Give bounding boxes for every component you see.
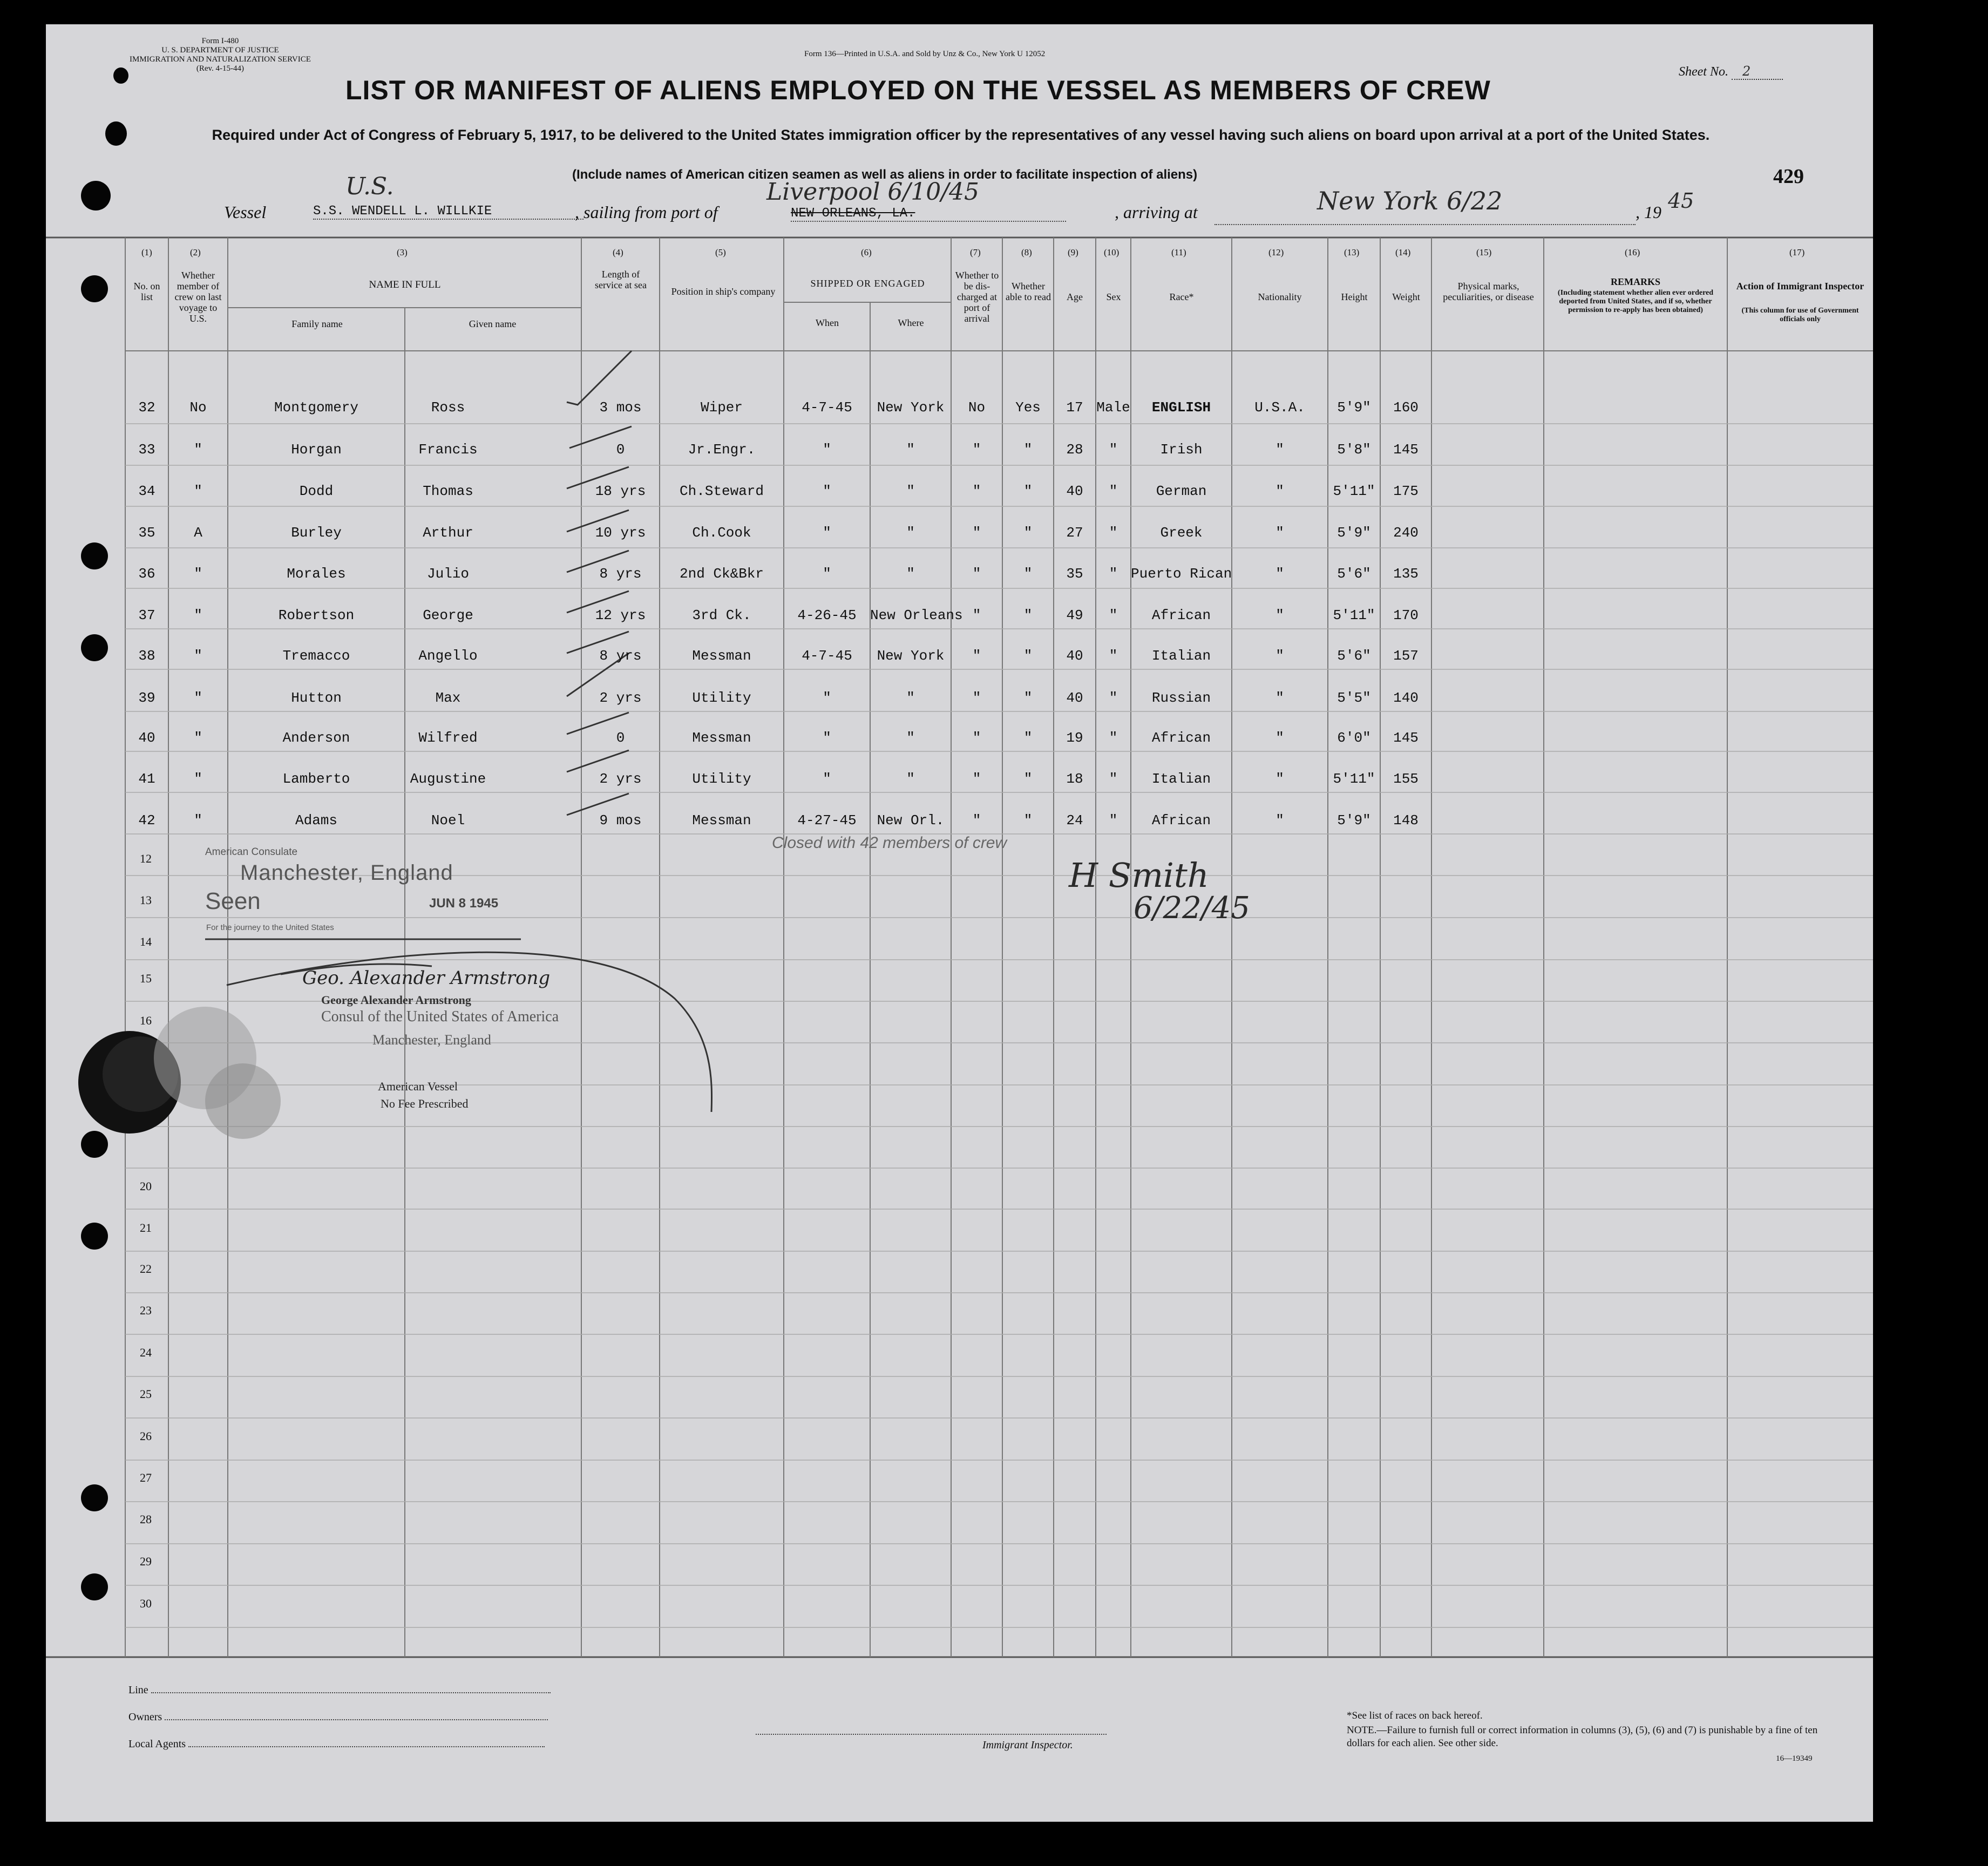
- cell-crew: ": [194, 730, 202, 746]
- cell-when: 4-7-45: [802, 648, 852, 664]
- cell-discharged: ": [972, 525, 981, 541]
- cell-where: New Orleans: [870, 607, 963, 623]
- cell-read: ": [1023, 730, 1033, 746]
- requirement-text: Required under Act of Congress of February 5, 1917, to be delivered to the United States immigration officer by the representatives of any vessel having such aliens on board upon arrival at a port of the United States.: [212, 127, 1710, 143]
- cell-race: Russian: [1151, 690, 1211, 706]
- cell-crew: ": [194, 812, 202, 829]
- cell-where: ": [906, 566, 915, 582]
- cell-weight: 175: [1393, 483, 1419, 499]
- form-id-line: (Rev. 4-15-44): [196, 64, 245, 73]
- header-remarks-sub: (Including statement whether alien ever ordered deported from United States, and if so, whether permission to re-apply has been obtained): [1557, 289, 1714, 314]
- sailing-label: , sailing from port of: [575, 202, 718, 222]
- cell-where: ": [906, 730, 915, 746]
- cell-age: 40: [1066, 483, 1083, 499]
- cell-discharged: ": [972, 690, 981, 706]
- inspector-signature-date: 6/22/45: [1134, 891, 1250, 926]
- cell-position: Ch.Steward: [679, 483, 764, 499]
- cell-position: Ch.Cook: [692, 525, 751, 541]
- cell-where: ": [906, 525, 915, 541]
- cell-height: 5'6": [1337, 648, 1371, 664]
- cell-height: 6'0": [1337, 730, 1371, 746]
- cell-weight: 145: [1393, 730, 1419, 746]
- vessel-name: S.S. WENDELL L. WILLKIE: [313, 204, 583, 220]
- cell-family: Lamberto: [282, 771, 350, 787]
- cell-length: 0: [616, 730, 625, 746]
- cell-crew: ": [194, 442, 202, 458]
- column-number: (1): [141, 247, 152, 257]
- cell-read: ": [1023, 566, 1033, 582]
- column-number: (7): [970, 247, 981, 257]
- cell-age: 18: [1066, 771, 1083, 787]
- cell-weight: 140: [1393, 690, 1419, 706]
- header-nationality: Nationality: [1258, 291, 1302, 302]
- cell-read: ": [1023, 648, 1033, 664]
- consulate-journey: For the journey to the United States: [206, 923, 334, 932]
- cell-race: ENGLISH: [1151, 399, 1211, 416]
- cell-discharged: ": [972, 442, 981, 458]
- cell-nationality: ": [1275, 690, 1284, 706]
- cell-age: 27: [1066, 525, 1083, 541]
- cell-sex: Male: [1096, 399, 1130, 416]
- cell-crew: ": [194, 483, 202, 499]
- cell-given: George: [423, 607, 473, 623]
- cell-crew: ": [194, 690, 202, 706]
- cell-when: 4-27-45: [797, 812, 857, 829]
- header-position: Position in ship's company: [671, 286, 776, 297]
- cell-position: Messman: [692, 812, 751, 829]
- cell-position: Messman: [692, 730, 751, 746]
- cell-crew: No: [189, 399, 207, 416]
- cell-height: 5'6": [1337, 566, 1371, 582]
- line-number: 13: [140, 893, 152, 907]
- cell-no: 33: [138, 442, 155, 458]
- cell-discharged: No: [968, 399, 986, 416]
- cell-position: Wiper: [700, 399, 743, 416]
- cell-read: ": [1023, 690, 1033, 706]
- cell-when: ": [823, 690, 831, 706]
- cell-sex: ": [1109, 442, 1118, 458]
- cell-given: Julio: [426, 566, 469, 582]
- consulate-stamp-line1: American Consulate: [205, 846, 298, 858]
- cell-race: German: [1156, 483, 1207, 499]
- cell-family: Morales: [287, 566, 346, 582]
- cell-when: ": [823, 730, 831, 746]
- cell-sex: ": [1109, 607, 1118, 623]
- cell-no: 39: [138, 690, 155, 706]
- cell-no: 32: [138, 399, 155, 416]
- column-number: (12): [1268, 247, 1284, 257]
- column-number: (16): [1625, 247, 1640, 257]
- line-number: 25: [140, 1387, 152, 1401]
- sheet-no-value: 2: [1732, 64, 1783, 80]
- cell-sex: ": [1109, 525, 1118, 541]
- cell-where: ": [906, 442, 915, 458]
- include-note: (Include names of American citizen seamen as well as aliens in order to facilitate inspection of aliens): [572, 167, 1198, 182]
- year-handwritten: 45: [1668, 189, 1694, 213]
- consul-title: Consul of the United States of America: [321, 1008, 559, 1025]
- form-id-line: IMMIGRATION AND NATURALIZATION SERVICE: [130, 55, 311, 64]
- inspector-signature-line: [756, 1734, 1107, 1735]
- header-no-on-list: No. on list: [133, 281, 160, 302]
- cell-read: ": [1023, 483, 1033, 499]
- cell-nationality: ": [1275, 566, 1284, 582]
- cell-given: Arthur: [423, 525, 473, 541]
- cell-when: ": [823, 442, 831, 458]
- column-number: (2): [190, 247, 201, 257]
- column-number: (5): [715, 247, 726, 257]
- cell-where: New York: [877, 399, 945, 416]
- consul-place: Manchester, England: [372, 1032, 491, 1048]
- cell-length: 9 mos: [599, 812, 642, 829]
- cell-age: 40: [1066, 648, 1083, 664]
- cell-no: 40: [138, 730, 155, 746]
- header-remarks: REMARKS: [1610, 276, 1660, 287]
- cell-nationality: ": [1275, 771, 1284, 787]
- cell-where: ": [906, 690, 915, 706]
- cell-discharged: ": [972, 812, 981, 829]
- cell-age: 40: [1066, 690, 1083, 706]
- cell-height: 5'11": [1333, 483, 1375, 499]
- cell-crew: ": [194, 566, 202, 582]
- cell-length: 12 yrs: [595, 607, 646, 623]
- printer-note: Form 136—Printed in U.S.A. and Sold by Unz & Co., New York U 12052: [804, 50, 1046, 58]
- port-handwritten: Liverpool 6/10/45: [766, 178, 980, 206]
- cell-weight: 160: [1393, 399, 1419, 416]
- cell-age: 28: [1066, 442, 1083, 458]
- column-number: (9): [1068, 247, 1078, 257]
- cell-length: 2 yrs: [599, 771, 642, 787]
- cell-position: 3rd Ck.: [692, 607, 751, 623]
- cell-height: 5'9": [1337, 812, 1371, 829]
- cell-length: 2 yrs: [599, 690, 642, 706]
- cell-length: 18 yrs: [595, 483, 646, 499]
- line-number: 22: [140, 1262, 152, 1275]
- cell-sex: ": [1109, 648, 1118, 664]
- header-discharged: Whether to be dis-charged at port of arrival: [955, 270, 999, 324]
- footer-inspector-label: Immigrant Inspector.: [982, 1739, 1073, 1751]
- cell-nationality: ": [1275, 607, 1284, 623]
- cell-length: 8 yrs: [599, 566, 642, 582]
- header-height: Height: [1341, 291, 1368, 302]
- column-number: (6): [861, 247, 872, 257]
- vessel-note-line1: American Vessel: [378, 1080, 458, 1093]
- cell-weight: 148: [1393, 812, 1419, 829]
- cell-sex: ": [1109, 690, 1118, 706]
- cell-height: 5'8": [1337, 442, 1371, 458]
- closing-note-stamp: Closed with 42 members of crew: [772, 834, 1007, 852]
- cell-age: 17: [1066, 399, 1083, 416]
- cell-given: Noel: [431, 812, 465, 829]
- column-number: (13): [1344, 247, 1360, 257]
- cell-family: Burley: [291, 525, 342, 541]
- cell-read: ": [1023, 442, 1033, 458]
- column-number: (14): [1395, 247, 1411, 257]
- cell-when: ": [823, 525, 831, 541]
- cell-discharged: ": [972, 730, 981, 746]
- cell-discharged: ": [972, 607, 981, 623]
- cell-weight: 135: [1393, 566, 1419, 582]
- cell-read: ": [1023, 812, 1033, 829]
- cell-weight: 170: [1393, 607, 1419, 623]
- line-number: 27: [140, 1471, 152, 1484]
- cell-weight: 145: [1393, 442, 1419, 458]
- cell-crew: ": [194, 771, 202, 787]
- cell-no: 41: [138, 771, 155, 787]
- header-name-in-full: NAME IN FULL: [369, 279, 441, 290]
- cell-read: ": [1023, 525, 1033, 541]
- cell-when: ": [823, 483, 831, 499]
- arriving-handwritten: New York 6/22: [1317, 186, 1503, 215]
- footer-owners-blank: [165, 1719, 548, 1720]
- header-age: Age: [1067, 291, 1083, 302]
- header-able-read: Whether able to read: [1006, 281, 1051, 302]
- cell-weight: 155: [1393, 771, 1419, 787]
- cell-when: ": [823, 771, 831, 787]
- cell-length: 8 yrs: [599, 648, 642, 664]
- cell-height: 5'11": [1333, 607, 1375, 623]
- port-typed: NEW ORLEANS, LA.: [791, 206, 1066, 222]
- cell-crew: ": [194, 607, 202, 623]
- cell-nationality: ": [1275, 648, 1284, 664]
- vessel-note-line2: No Fee Prescribed: [381, 1097, 469, 1110]
- cell-discharged: ": [972, 771, 981, 787]
- column-number: (8): [1021, 247, 1032, 257]
- cell-sex: ": [1109, 771, 1118, 787]
- header-family-name: Family name: [291, 318, 343, 329]
- cell-crew: ": [194, 648, 202, 664]
- cell-race: Irish: [1160, 442, 1203, 458]
- footer-form-code: 16—19349: [1776, 1754, 1813, 1763]
- cell-where: New York: [877, 648, 945, 664]
- cell-discharged: ": [972, 648, 981, 664]
- cell-position: 2nd Ck&Bkr: [679, 566, 764, 582]
- footer-agents-blank: [188, 1746, 545, 1747]
- cell-family: Dodd: [299, 483, 334, 499]
- cell-age: 35: [1066, 566, 1083, 582]
- cell-nationality: ": [1275, 730, 1284, 746]
- inspector-signature: H Smith: [1069, 856, 1209, 895]
- column-number: (3): [397, 247, 408, 257]
- cell-sex: ": [1109, 812, 1118, 829]
- footer-owners-field: [128, 1711, 548, 1723]
- vessel-handwritten: U.S.: [345, 173, 394, 200]
- vessel-label: Vessel: [224, 202, 267, 222]
- cell-family: Anderson: [282, 730, 350, 746]
- cell-no: 42: [138, 812, 155, 829]
- cell-height: 5'9": [1337, 525, 1371, 541]
- form-id-line: Form I-480: [201, 37, 239, 45]
- consul-handwritten-signature: Geo. Alexander Armstrong: [302, 967, 551, 989]
- cell-nationality: U.S.A.: [1254, 399, 1305, 416]
- column-number: (10): [1104, 247, 1119, 257]
- cell-no: 38: [138, 648, 155, 664]
- cell-sex: ": [1109, 730, 1118, 746]
- cell-family: Montgomery: [274, 399, 359, 416]
- cell-no: 34: [138, 483, 155, 499]
- cell-where: ": [906, 771, 915, 787]
- header-whether-member: Whether member of crew on last voyage to U.S.: [174, 270, 222, 324]
- cell-given: Francis: [418, 442, 478, 458]
- consulate-stamp-line2: Manchester, England: [240, 861, 453, 885]
- cell-no: 35: [138, 525, 155, 541]
- cell-race: Greek: [1160, 525, 1203, 541]
- header-physical-marks: Physical marks, peculiarities, or disease: [1443, 281, 1534, 302]
- footer-line-field: [128, 1684, 551, 1697]
- page-title: LIST OR MANIFEST OF ALIENS EMPLOYED ON THE VESSEL AS MEMBERS OF CREW: [345, 75, 1491, 105]
- cell-race: African: [1151, 730, 1211, 746]
- cell-discharged: ": [972, 483, 981, 499]
- cell-given: Thomas: [423, 483, 473, 499]
- cell-age: 19: [1066, 730, 1083, 746]
- line-number: 24: [140, 1346, 152, 1359]
- cell-read: ": [1023, 607, 1033, 623]
- consulate-date: JUN 8 1945: [429, 896, 499, 911]
- line-number: 14: [140, 935, 152, 948]
- year-label: , 19: [1636, 202, 1661, 222]
- cell-nationality: ": [1275, 483, 1284, 499]
- arriving-label: , arriving at: [1115, 202, 1198, 222]
- cell-height: 5'5": [1337, 690, 1371, 706]
- cell-given: Wilfred: [418, 730, 478, 746]
- cell-given: Max: [435, 690, 461, 706]
- cell-length: 10 yrs: [595, 525, 646, 541]
- cell-position: Jr.Engr.: [688, 442, 756, 458]
- cell-nationality: ": [1275, 525, 1284, 541]
- footer-fine-note: NOTE.—Failure to furnish full or correct information in columns (3), (5), (6) and (7) is punishable by a fine of ten dollars for each alien. See other side.: [1347, 1725, 1818, 1749]
- cell-when: ": [823, 566, 831, 582]
- cell-nationality: ": [1275, 442, 1284, 458]
- cell-height: 5'11": [1333, 771, 1375, 787]
- header-action-sub: (This column for use of Government officials only: [1741, 307, 1859, 323]
- footer-agents-field: [128, 1738, 545, 1750]
- cell-given: Angello: [418, 648, 478, 664]
- line-number: 16: [140, 1014, 152, 1027]
- cell-age: 49: [1066, 607, 1083, 623]
- cell-race: Italian: [1151, 648, 1211, 664]
- header-length-service: Length of service at sea: [595, 269, 647, 290]
- line-number: 28: [140, 1512, 152, 1526]
- line-number: 23: [140, 1304, 152, 1317]
- cell-no: 37: [138, 607, 155, 623]
- cell-where: ": [906, 483, 915, 499]
- line-number: 21: [140, 1221, 152, 1234]
- header-where: Where: [898, 317, 924, 328]
- header-weight: Weight: [1392, 291, 1420, 302]
- column-number: (11): [1171, 247, 1186, 257]
- cell-read: ": [1023, 771, 1033, 787]
- footer-line-label: Line: [128, 1684, 148, 1696]
- cell-given: Ross: [431, 399, 465, 416]
- cell-height: 5'9": [1337, 399, 1371, 416]
- form-id-line: U. S. DEPARTMENT OF JUSTICE: [161, 46, 279, 55]
- cell-nationality: ": [1275, 812, 1284, 829]
- cell-family: Tremacco: [282, 648, 350, 664]
- cell-sex: ": [1109, 566, 1118, 582]
- cell-when: 4-7-45: [802, 399, 852, 416]
- line-number: 15: [140, 972, 152, 985]
- consulate-seen: Seen: [205, 888, 261, 914]
- page-number: 429: [1773, 165, 1804, 188]
- cell-when: 4-26-45: [797, 607, 857, 623]
- cell-where: New Orl.: [877, 812, 945, 829]
- line-number: 26: [140, 1429, 152, 1443]
- header-action: Action of Immigrant Inspector: [1736, 281, 1864, 291]
- column-number: (17): [1789, 247, 1805, 257]
- line-number: 30: [140, 1597, 152, 1610]
- header-given-name: Given name: [469, 318, 517, 329]
- line-number: 12: [140, 852, 152, 865]
- header-when: When: [816, 317, 839, 328]
- line-number: 29: [140, 1555, 152, 1568]
- sheet-label: Sheet No.: [1679, 65, 1728, 79]
- cell-family: Adams: [295, 812, 337, 829]
- cell-position: Utility: [692, 690, 751, 706]
- footer-races-note: *See list of races on back hereof.: [1347, 1710, 1483, 1721]
- footer-owners-label: Owners: [128, 1711, 162, 1723]
- cell-discharged: ": [972, 566, 981, 582]
- cell-length: 0: [616, 442, 625, 458]
- cell-crew: A: [194, 525, 202, 541]
- cell-weight: 240: [1393, 525, 1419, 541]
- cell-family: Horgan: [291, 442, 342, 458]
- cell-given: Augustine: [410, 771, 486, 787]
- cell-sex: ": [1109, 483, 1118, 499]
- cell-position: Utility: [692, 771, 751, 787]
- cell-race: Italian: [1151, 771, 1211, 787]
- cell-family: Hutton: [291, 690, 342, 706]
- cell-read: Yes: [1015, 399, 1041, 416]
- footer-line-blank: [151, 1692, 551, 1693]
- column-number: (15): [1476, 247, 1492, 257]
- cell-length: 3 mos: [599, 399, 642, 416]
- cell-race: African: [1151, 812, 1211, 829]
- consul-name: George Alexander Armstrong: [321, 993, 471, 1007]
- header-race: Race*: [1169, 291, 1194, 302]
- line-number: 20: [140, 1179, 152, 1193]
- cell-race: African: [1151, 607, 1211, 623]
- header-sex: Sex: [1106, 291, 1121, 302]
- header-shipped-engaged: SHIPPED OR ENGAGED: [810, 278, 925, 289]
- footer-agents-label: Local Agents: [128, 1738, 186, 1750]
- cell-race: Puerto Rican: [1131, 566, 1232, 582]
- column-number: (4): [613, 247, 623, 257]
- cell-weight: 157: [1393, 648, 1419, 664]
- cell-no: 36: [138, 566, 155, 582]
- cell-family: Robertson: [278, 607, 355, 623]
- cell-age: 24: [1066, 812, 1083, 829]
- cell-position: Messman: [692, 648, 751, 664]
